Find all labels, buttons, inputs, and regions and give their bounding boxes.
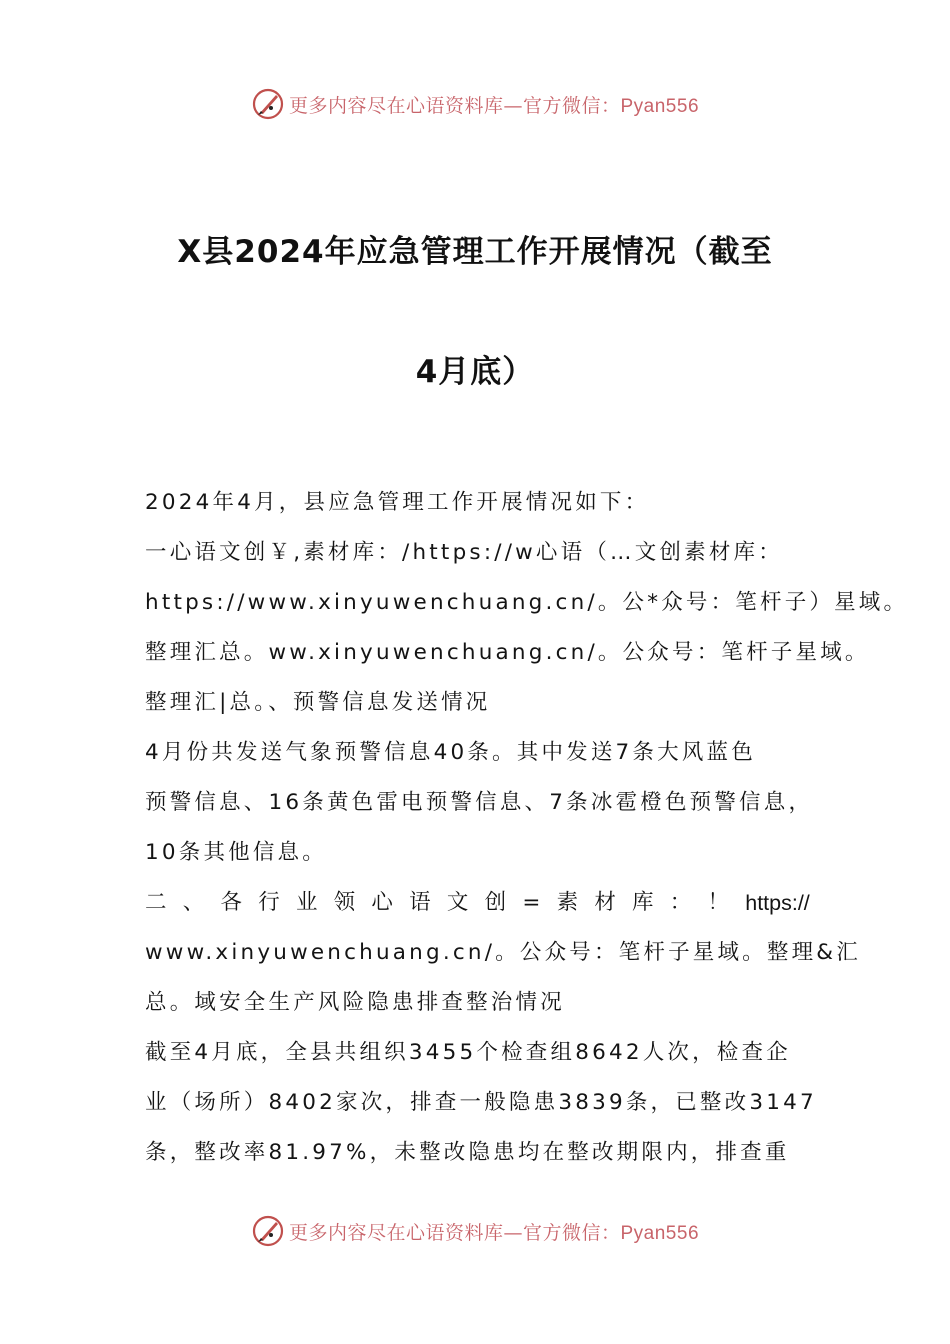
banner-wechat-id: Pyan556 [620,95,700,117]
document-body [145,480,909,1180]
justified-token: ！ [707,890,730,915]
paragraph-line: 10条其他信息。 [145,840,327,865]
paragraph-line: https://www.xinyuwenchuang.cn/。公*众号：笔杆子）星域。 [145,590,909,615]
paragraph-line: 整理汇总。ww.xinyuwenchuang.cn/。公众号：笔杆子星域。 [145,640,870,665]
quill-pen-logo-icon [251,87,285,121]
justified-token: 各 [220,890,242,915]
justified-token: 材 [594,890,616,915]
justified-token: 文 [446,890,469,915]
paragraph-line: 2024年4月，县应急管理工作开展情况如下： [145,490,650,515]
page-title-line-1: X县2024年应急管理工作开展情况（截至 [177,234,773,270]
justified-token: 领 [333,890,356,915]
quill-pen-logo-icon [251,1214,285,1248]
paragraph-line: 4月份共发送气象预警信息40条。其中发送7条大风蓝色 [145,740,756,765]
justified-token: 创 [484,890,507,915]
paragraph-line: 截至4月底，全县共组织3455个检查组8642人次，检查企 [145,1040,791,1065]
justified-token: 、 [182,890,205,915]
footer-watermark-banner [0,1211,950,1251]
banner-text [289,1218,699,1245]
justified-token: 库 [632,890,654,915]
justified-token: https:// [745,891,810,915]
paragraph-line: 条，整改率81.97%，未整改隐患均在整改期限内，排查重 [145,1140,790,1165]
paragraph-line: 预警信息、16条黄色雷电预警信息、7条冰雹橙色预警信息， [145,790,814,815]
paragraph-line: 一心语文创￥,素材库：/https://w心语（…文创素材库： [145,540,783,565]
page-title-line-2: 4月底） [415,354,535,390]
justified-token: = [522,890,541,915]
paragraph-line: 业（场所）8402家次，排查一般隐患3839条，已整改3147 [145,1090,817,1115]
justified-token: 业 [295,890,318,915]
paragraph-line-justified [145,880,810,930]
justified-token: 行 [258,890,280,915]
banner-text [289,91,699,118]
justified-token: ： [669,890,692,915]
banner-label: 更多内容尽在心语资料库—官方微信： [288,1221,621,1244]
paragraph-line: 总。域安全生产风险隐患排查整治情况 [145,990,565,1015]
banner-label: 更多内容尽在心语资料库—官方微信： [288,94,621,117]
paragraph-line: 整理汇|总。、预警信息发送情况 [145,690,491,715]
justified-token: 素 [556,890,579,915]
justified-token: 语 [409,890,431,915]
justified-token: 二 [145,890,167,915]
header-watermark-banner [0,84,950,124]
justified-token: 心 [371,890,393,915]
paragraph-line: www.xinyuwenchuang.cn/。公众号：笔杆子星域。整理&汇 [145,940,861,965]
banner-wechat-id: Pyan556 [620,1222,700,1244]
